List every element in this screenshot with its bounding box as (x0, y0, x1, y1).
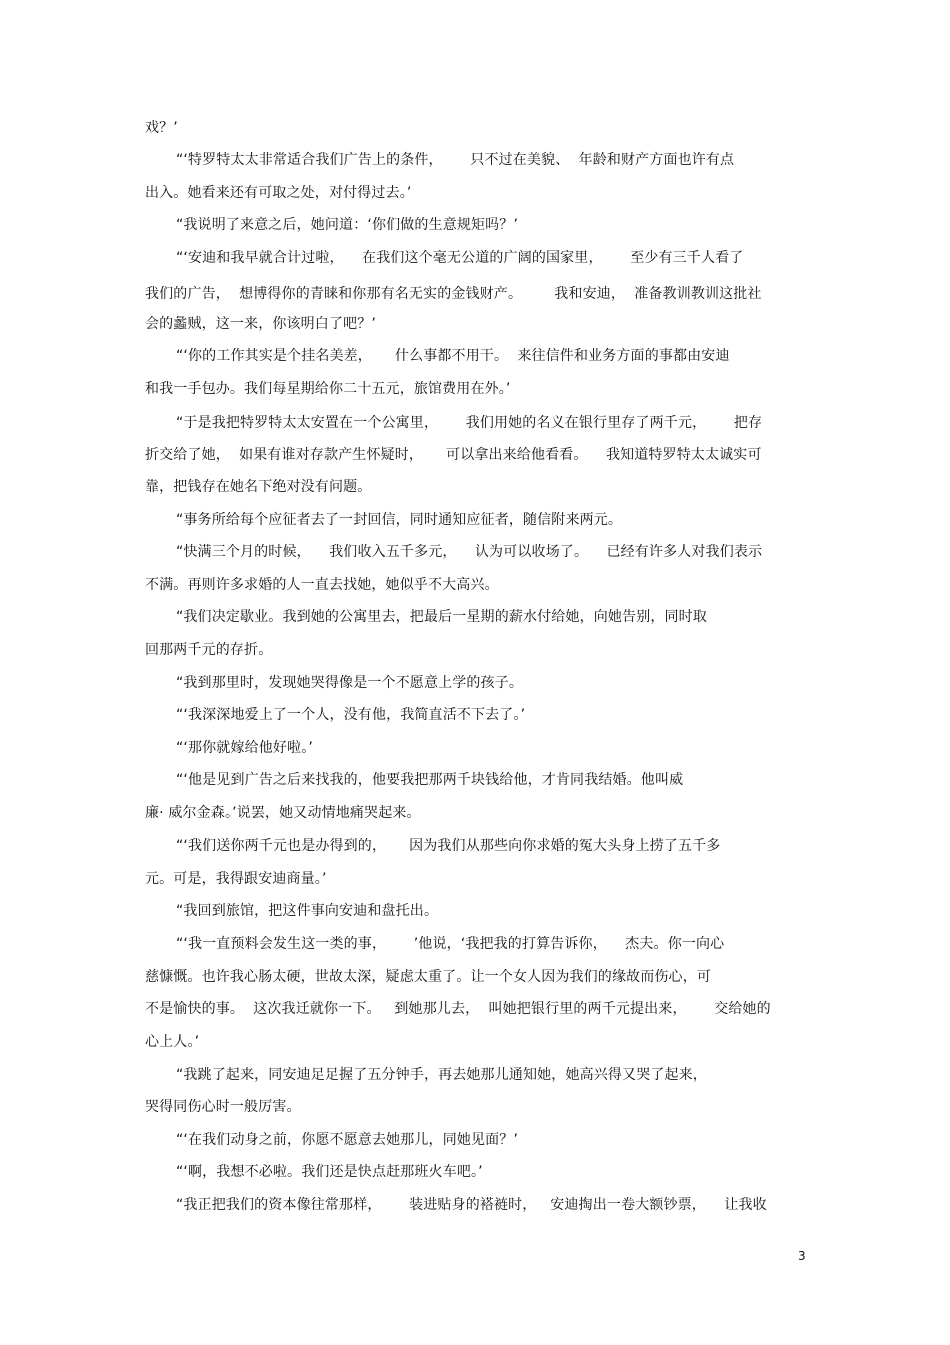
text-line: “于是我把特罗特太太安置在一个公寓里， 我们用她的名义在银行里存了两千元， 把存 (176, 415, 763, 431)
text-line: “‘在我们动身之前，你愿不愿意去她那儿，同她见面？’ (176, 1132, 519, 1148)
text-line: 和我一手包办。我们每星期给你二十五元，旅馆费用在外。’ (145, 381, 511, 397)
text-line: “‘你的工作其实是个挂名美差， 什么事都不用干。 来往信件和业务方面的事都由安迪 (176, 348, 730, 364)
text-line: “‘特罗特太太非常适合我们广告上的条件， 只不过在美貌、 年龄和财产方面也许有点 (176, 152, 735, 168)
text-line: 回那两千元的存折。 (145, 642, 273, 658)
text-line: “事务所给每个应征者去了一封回信，同时通知应征者，随信附来两元。 (176, 512, 623, 528)
text-line: “‘他是见到广告之后来找我的，他要我把那两千块钱给他，才肯同我结婚。他叫威 (176, 772, 684, 788)
text-line: 不是愉快的事。 这次我迁就你一下。 到她那儿去， 叫她把银行里的两千元提出来， 交给她的 (145, 1001, 771, 1017)
text-line: 戏？’ (145, 120, 178, 136)
text-line: 出入。她看来还有可取之处，对付得过去。’ (145, 185, 412, 201)
text-line: “‘我们送你两千元也是办得到的， 因为我们从那些向你求婚的冤大头身上捞了五千多 (176, 838, 721, 854)
text-line: “我到那里时，发现她哭得像是一个不愿意上学的孩子。 (176, 675, 524, 691)
text-line: “我说明了来意之后，她问道：‘你们做的生意规矩吗？’ (176, 217, 519, 233)
text-line: 慈慷慨。也许我心肠太硬，世故太深，疑虑太重了。让一个女人因为我们的缘故而伤心，可 (145, 969, 711, 985)
text-line: “我正把我们的资本像往常那样， 装进贴身的褡裢时， 安迪掏出一卷大额钞票， 让我收 (176, 1197, 767, 1213)
page-number: 3 (798, 1249, 806, 1263)
text-line: 折交给了她， 如果有谁对存款产生怀疑时， 可以拿出来给他看看。 我知道特罗特太太诚实可 (145, 447, 762, 463)
text-line: 心上人。’ (145, 1034, 200, 1050)
text-line: 会的蠡贼，这一来，你该明白了吧？’ (145, 316, 376, 332)
text-line: “‘那你就嫁给他好啦。’ (176, 740, 313, 756)
text-line: 哭得同伤心时一般厉害。 (145, 1099, 301, 1115)
text-line: “我跳了起来，同安迪足足握了五分钟手，再去她那儿通知她，她高兴得又哭了起来， (176, 1067, 707, 1083)
text-line: “‘安迪和我早就合计过啦， 在我们这个毫无公道的广阔的国家里， 至少有三千人看了 (176, 250, 744, 266)
text-line: 我们的广告， 想博得你的青睐和你那有名无实的金钱财产。 我和安迪， 准备教训教训这批社 (145, 286, 762, 302)
text-line: “我们决定歇业。我到她的公寓里去，把最后一星期的薪水付给她，向她告别，同时取 (176, 609, 707, 625)
text-line: 廉· 威尔金森。’说罢，她又动情地痛哭起来。 (145, 805, 421, 821)
text-line: “‘我深深地爱上了一个人，没有他，我简直活不下去了。’ (176, 707, 526, 723)
text-line: 不满。再则许多求婚的人一直去找她，她似乎不大高兴。 (145, 577, 499, 593)
text-line: “‘我一直预料会发生这一类的事， ’他说，‘我把我的打算告诉你， 杰夫。你一向心 (176, 936, 725, 952)
text-line: “我回到旅馆，把这件事向安迪和盘托出。 (176, 903, 439, 919)
text-line: “‘啊，我想不必啦。我们还是快点赶那班火车吧。’ (176, 1164, 483, 1180)
text-line: 靠，把钱存在她名下绝对没有问题。 (145, 479, 372, 495)
text-line: “快满三个月的时候， 我们收入五千多元， 认为可以收场了。 已经有许多人对我们表示 (176, 544, 763, 560)
text-line: 元。可是，我得跟安迪商量。’ (145, 871, 327, 887)
